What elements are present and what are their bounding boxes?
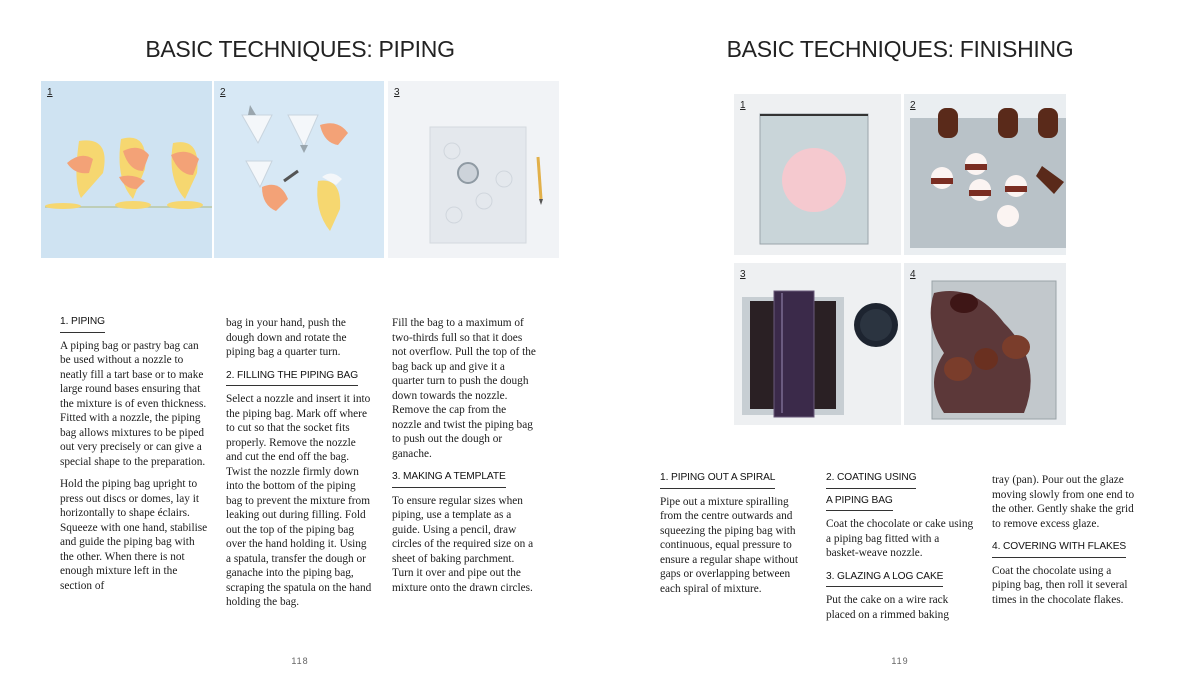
page-title: BASIC TECHNIQUES: PIPING — [145, 36, 455, 62]
heading-filling-piping-bag: 2. FILLING THE PIPING BAG — [226, 369, 358, 387]
photo-1-piping — [41, 81, 212, 258]
paragraph: tray (pan). Pour out the glaze moving slowly from one end to the other. Gently shake the grid to remove excess glaze. — [992, 474, 1135, 530]
nozzle-insert-steps-photo — [214, 81, 384, 258]
heading-piping: 1. PIPING — [60, 315, 105, 333]
paragraph: Hold the piping bag upright to press out discs or domes, lay it horizontally to shape éclairs. Squeeze with one hand, stabilise and guide the piping bag with the other. When there is not enough mixture left in the section of — [60, 478, 208, 592]
photo-2-filling — [214, 81, 384, 258]
heading-making-template: 3. MAKING A TEMPLATE — [392, 470, 506, 488]
glazing-log-cake-photo — [734, 263, 901, 425]
photo-number: 3 — [394, 87, 400, 98]
paragraph: bag in your hand, push the dough down and rotate the piping bag a quarter turn. — [226, 317, 347, 358]
right-page — [600, 0, 1200, 694]
photo-number: 1 — [47, 87, 53, 98]
photo-number: 2 — [220, 87, 226, 98]
heading-covering-flakes: 4. COVERING WITH FLAKES — [992, 540, 1126, 558]
paragraph: To ensure regular sizes when piping, use a template as a guide. Using a pencil, draw circles of the required size on a sheet of baking parchment. Turn it over and pipe out the mixture onto the drawn circles. — [392, 494, 534, 594]
chocolate-flakes-tray-photo — [904, 263, 1066, 425]
page-title: BASIC TECHNIQUES: FINISHING — [726, 36, 1074, 62]
text-column-2 — [226, 316, 372, 618]
template-parchment-photo — [388, 81, 559, 258]
photo-1-spiral — [734, 94, 901, 255]
photo-number: 2 — [910, 100, 916, 111]
text-column-1 — [660, 470, 808, 604]
photo-4-flakes — [904, 263, 1066, 425]
text-column-3 — [992, 473, 1142, 615]
chocolate-coated-cakes-photo — [904, 94, 1066, 255]
paragraph: Select a nozzle and insert it into the piping bag. Mark off where to cut so that the socket fits properly. Remove the nozzle and cut the end off the bag. Twist the nozzle firmly down into the bottom of the piping bag to prevent the mixture from leaking out during filling. Fold out the top of the piping bag over the hand holding it. Using a spatula, transfer the dough or ganache into the piping bag, scraping the spatula on the hand holding the bag. — [226, 393, 372, 608]
photo-2-coating — [904, 94, 1066, 255]
text-column-3 — [392, 316, 538, 603]
heading-coating-line1: 2. COATING USING — [826, 471, 916, 489]
photo-number: 1 — [740, 100, 746, 111]
text-column-1 — [60, 314, 208, 601]
pink-disc-on-board-photo — [734, 94, 901, 255]
page-number: 119 — [891, 656, 909, 666]
heading-coating-line2: A PIPING BAG — [826, 494, 893, 512]
page-number: 118 — [291, 656, 309, 666]
paragraph: Coat the chocolate using a piping bag, then roll it several times in the chocolate flakes. — [992, 564, 1128, 606]
paragraph: Put the cake on a wire rack placed on a rimmed baking — [826, 594, 949, 621]
paragraph: Coat the chocolate or cake using a piping bag fitted with a basket-weave nozzle. — [826, 518, 974, 559]
piping-bag-tart-bases-photo — [41, 81, 212, 258]
heading-glazing-log: 3. GLAZING A LOG CAKE — [826, 570, 943, 588]
text-column-2 — [826, 470, 974, 630]
photo-number: 4 — [910, 269, 916, 280]
paragraph: Fill the bag to a maximum of two-thirds full so that it does not overflow. Pull the top of the bag back up and give it a quarter turn to push the dough down towards the nozzle. Remove the cap from the nozzle and twist the piping bag to push out the dough or ganache. — [392, 317, 536, 460]
paragraph: A piping bag or pastry bag can be used without a nozzle to neatly fill a tart base or to make large round bases ensuring that the mixture is of even thickness. Fitted with a nozzle, the piping bag allows mixtures to be piped out very precisely or can give a special shape to the preparation. — [60, 339, 207, 468]
photo-3-template — [388, 81, 559, 258]
heading-piping-spiral: 1. PIPING OUT A SPIRAL — [660, 471, 775, 489]
paragraph: Pipe out a mixture spiralling from the centre outwards and squeezing the piping bag with continuous, equal pressure to ensure a regular shape without gaps or overlapping between each spiral of mixture. — [660, 495, 799, 595]
photo-number: 3 — [740, 269, 746, 280]
photo-3-glazing — [734, 263, 901, 425]
